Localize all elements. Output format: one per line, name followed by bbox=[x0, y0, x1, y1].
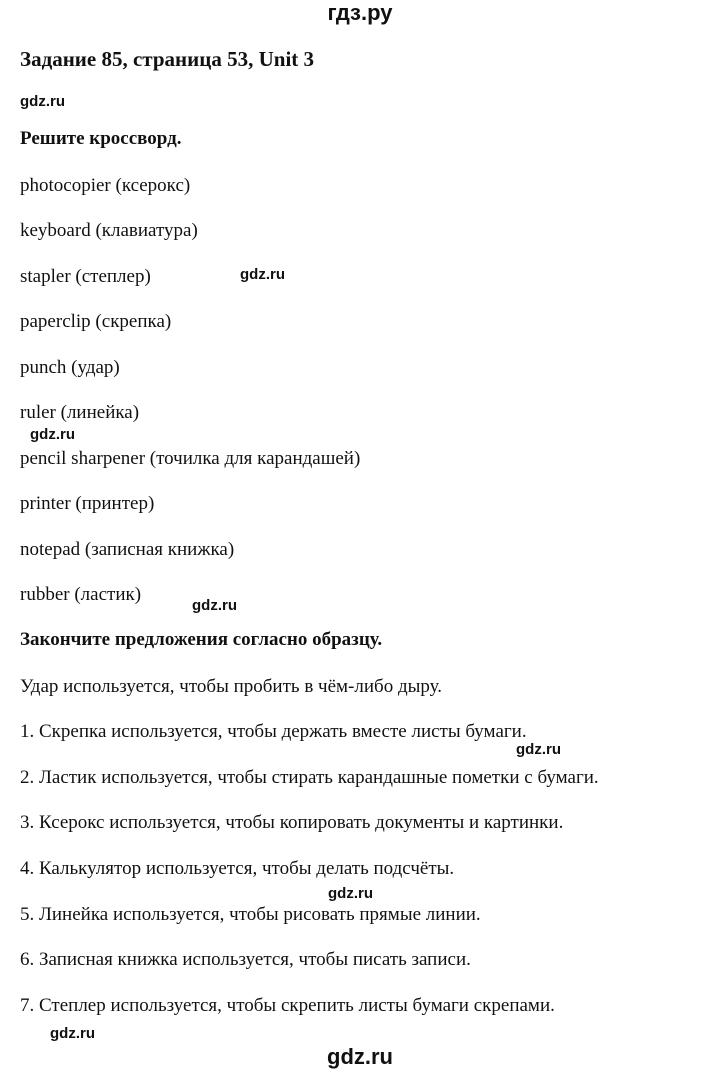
watermark: gdz.ru bbox=[192, 597, 237, 614]
sentence-item: 4. Калькулятор используется, чтобы делать подсчёты. bbox=[20, 858, 455, 879]
section-heading-sentences: Закончите предложения согласно образцу. bbox=[20, 629, 383, 650]
watermark: gdz.ru bbox=[50, 1025, 95, 1042]
sentence-item: 1. Скрепка используется, чтобы держать вместе листы бумаги. bbox=[20, 721, 527, 742]
sentence-item: 7. Степлер используется, чтобы скрепить листы бумаги скрепами. bbox=[20, 995, 555, 1016]
word-item: keyboard (клавиатура) bbox=[20, 220, 198, 241]
page-title: Задание 85, страница 53, Unit 3 bbox=[20, 47, 315, 71]
site-header: гдз.ру bbox=[327, 0, 393, 25]
watermark: gdz.ru bbox=[240, 266, 285, 283]
watermark: gdz.ru bbox=[30, 426, 75, 443]
word-item: printer (принтер) bbox=[20, 493, 155, 514]
watermark: gdz.ru bbox=[20, 93, 65, 110]
sentence-item: 5. Линейка используется, чтобы рисовать прямые линии. bbox=[20, 904, 481, 925]
word-item: ruler (линейка) bbox=[20, 402, 140, 423]
watermark: gdz.ru bbox=[516, 741, 561, 758]
word-item: paperclip (скрепка) bbox=[20, 311, 172, 332]
sentence-item: 3. Ксерокс используется, чтобы копировать документы и картинки. bbox=[20, 812, 564, 833]
word-item: punch (удар) bbox=[20, 357, 120, 378]
word-item: rubber (ластик) bbox=[20, 584, 142, 605]
footer-watermark: gdz.ru bbox=[327, 1044, 393, 1069]
word-item: photocopier (ксерокс) bbox=[20, 175, 191, 196]
section-heading-crossword: Решите кроссворд. bbox=[20, 128, 182, 149]
word-item: notepad (записная книжка) bbox=[20, 539, 235, 560]
sentence-item: 2. Ластик используется, чтобы стирать карандашные пометки с бумаги. bbox=[20, 767, 599, 788]
word-item: pencil sharpener (точилка для карандашей) bbox=[20, 448, 361, 469]
sentence-item: 6. Записная книжка используется, чтобы писать записи. bbox=[20, 949, 471, 970]
word-item: stapler (степлер) bbox=[20, 266, 151, 287]
watermark: gdz.ru bbox=[328, 885, 373, 902]
example-sentence: Удар используется, чтобы пробить в чём-либо дыру. bbox=[20, 676, 442, 697]
